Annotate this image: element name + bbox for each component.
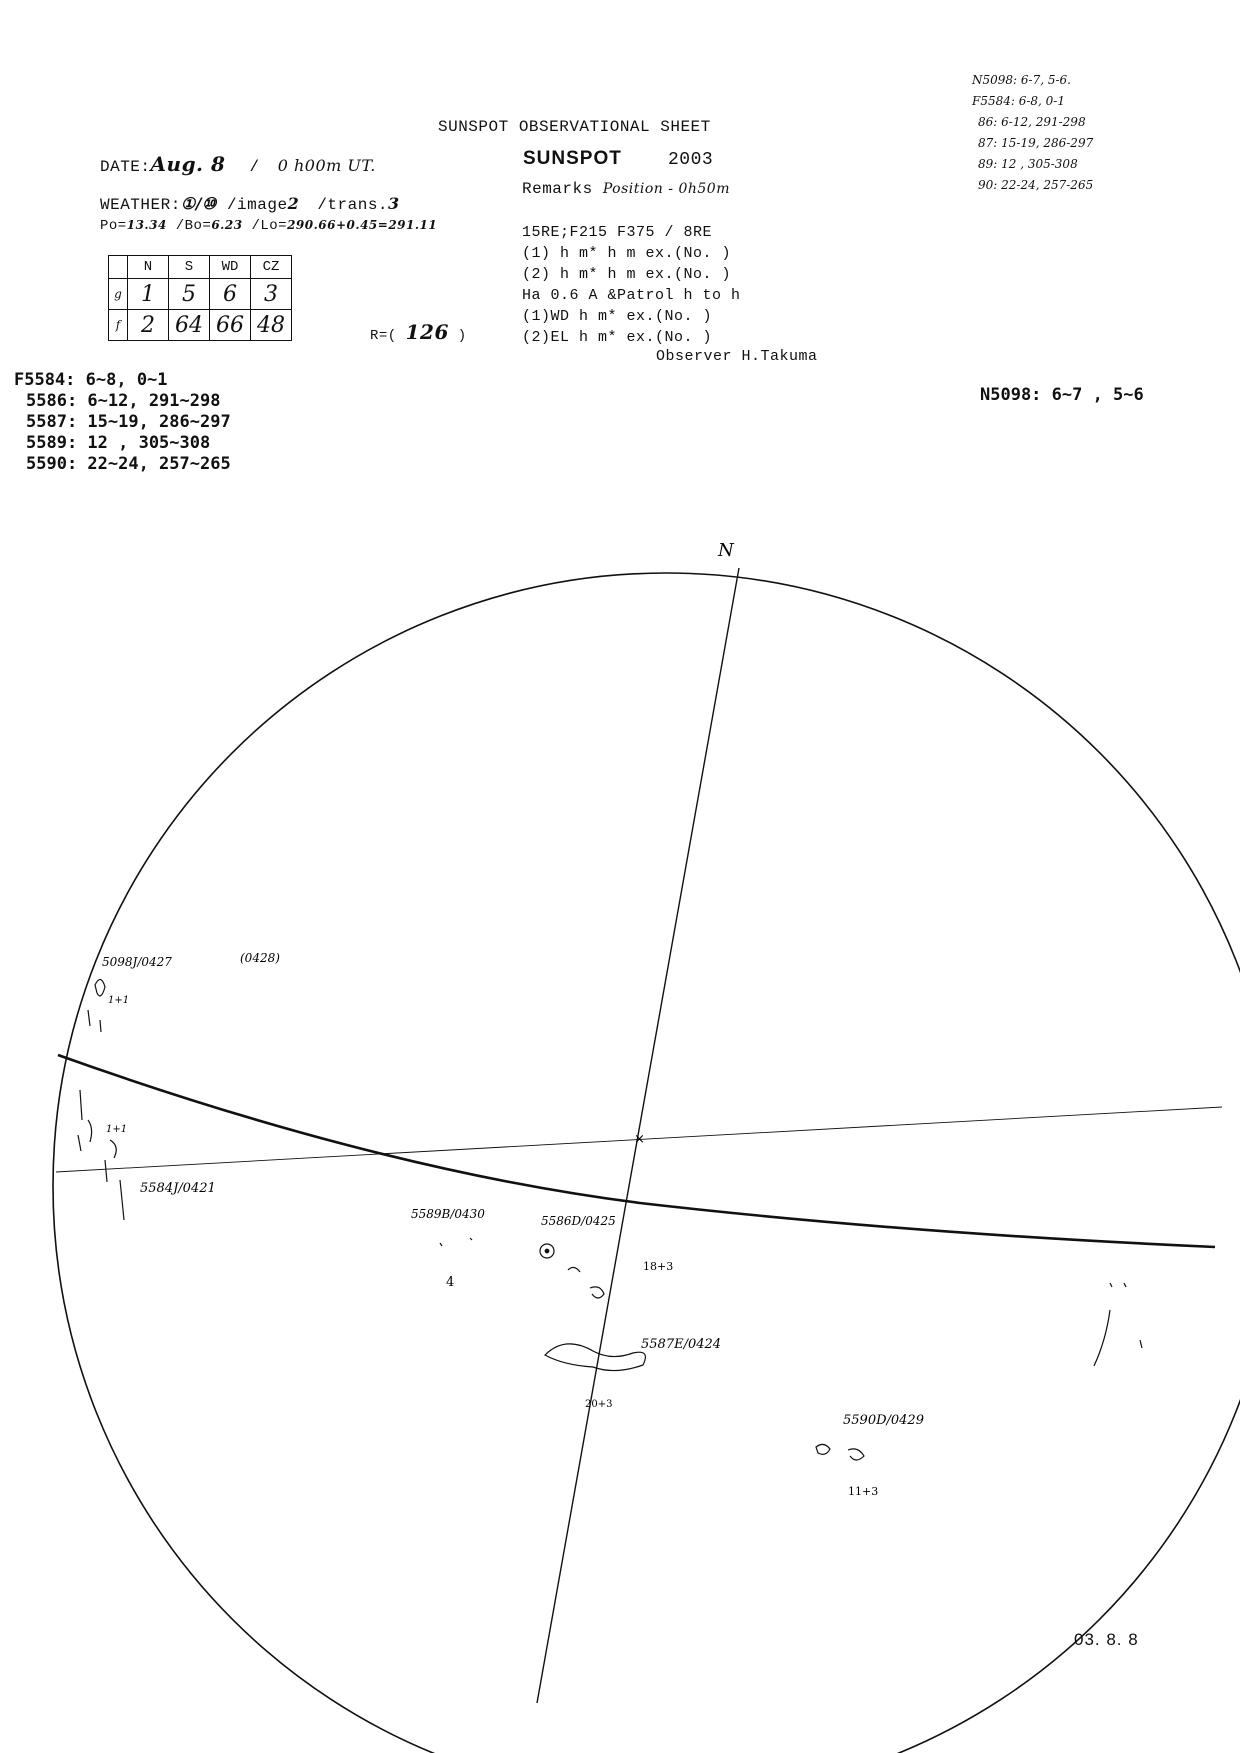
right-note-large: N5098: 6~7 , 5~6: [980, 385, 1144, 405]
row-label-g: g: [109, 279, 128, 310]
group-5590-label: 5590D/0429: [843, 1413, 924, 1428]
spots-5589: [440, 1238, 472, 1246]
r-close: ): [457, 328, 467, 344]
spots-5586-core: [545, 1249, 549, 1253]
time-value: 0 h00m UT.: [277, 156, 376, 175]
trans-label: /trans.: [317, 196, 389, 214]
group-5587-count: 20+3: [585, 1399, 613, 1410]
spots-5098: [88, 979, 105, 1032]
solar-equator-curve: [58, 1055, 1215, 1247]
remarks-line-6: (2)EL h m* ex.(No. ): [522, 329, 713, 346]
spots-5586-trail: [568, 1267, 604, 1298]
north-label: N: [718, 540, 734, 561]
lo-label: /Lo=: [251, 218, 288, 234]
group-5590-count: 11+3: [848, 1485, 879, 1498]
spots-east-limb: [1094, 1283, 1142, 1366]
po-label: Po=: [100, 218, 127, 234]
observer: Observer H.Takuma: [656, 348, 818, 365]
cell-g-s: 5: [169, 279, 210, 310]
cell-g-n: 1: [128, 279, 169, 310]
weather-label: WEATHER:: [100, 196, 181, 214]
group-5589-label: 5589B/0430: [411, 1207, 485, 1221]
image-label: /image: [226, 196, 288, 214]
remarks-line-5: (1)WD h m* ex.(No. ): [522, 308, 713, 325]
cell-g-cz: 3: [251, 279, 292, 310]
cell-f-cz: 48: [251, 310, 292, 341]
remarks-line-3: (2) h m* h m ex.(No. ): [522, 266, 732, 283]
sunspot-logo: SUNSPOT: [523, 148, 622, 169]
remarks-label: Remarks: [522, 180, 593, 198]
group-5584-count: 1+1: [106, 1124, 128, 1135]
lo-value: 290.66+0.45=291.11: [287, 218, 438, 232]
cell-f-s: 64: [169, 310, 210, 341]
group-5589-count: 4: [446, 1275, 455, 1290]
left-note-1: F5584: 6~8, 0~1: [14, 370, 168, 390]
row-label-f: f: [109, 310, 128, 341]
right-note-3: 86: 6-12, 291-298: [978, 115, 1086, 129]
col-header-s: S: [169, 256, 210, 279]
left-note-2: 5586: 6~12, 291~298: [26, 391, 221, 411]
bo-label: /Bo=: [175, 218, 212, 234]
col-header-n: N: [128, 256, 169, 279]
right-note-4: 87: 15-19, 286-297: [978, 136, 1094, 150]
col-header-wd: WD: [210, 256, 251, 279]
po-value: 13.34: [126, 218, 167, 232]
r-value: 126: [405, 320, 449, 344]
left-note-3: 5587: 15~19, 286~297: [26, 412, 231, 432]
solar-disk-outline: [53, 573, 1240, 1753]
right-note-2: F5584: 6-8, 0-1: [972, 94, 1065, 108]
group-5586-label: 5586D/0425: [541, 1214, 616, 1228]
remarks-line-2: (1) h m* h m ex.(No. ): [522, 245, 732, 262]
spots-5584: [78, 1090, 124, 1220]
spots-5587: [545, 1344, 645, 1371]
year: 2003: [668, 150, 714, 170]
date-label: DATE:: [100, 158, 151, 176]
group-5586-count: 18+3: [643, 1260, 674, 1273]
remarks-line-4: Ha 0.6 A &Patrol h to h: [522, 287, 741, 304]
right-note-5: 89: 12 , 305-308: [978, 157, 1078, 171]
r-label: R=(: [370, 328, 397, 344]
left-note-4: 5589: 12 , 305~308: [26, 433, 211, 453]
right-note-6: 90: 22-24, 257-265: [978, 178, 1094, 192]
cell-g-wd: 6: [210, 279, 251, 310]
date-sep: /: [249, 158, 260, 176]
group-5098-count: 1+1: [108, 995, 130, 1006]
center-mark: ×: [634, 1132, 645, 1147]
trans-value: 3: [388, 194, 400, 213]
image-value: 2: [287, 194, 300, 213]
remarks-line-1: 15RE;F215 F375 / 8RE: [522, 224, 713, 241]
group-5587-label: 5587E/0424: [641, 1337, 722, 1352]
spots-5590: [816, 1444, 864, 1460]
footer-date: 03. 8. 8: [1074, 1630, 1139, 1649]
group-5098-label: 5098J/0427: [102, 955, 172, 969]
remarks-note: Position - 0h50m: [602, 181, 730, 197]
left-note-5: 5590: 22~24, 257~265: [26, 454, 231, 474]
bo-value: 6.23: [211, 218, 243, 232]
date-value: Aug. 8: [150, 152, 226, 176]
col-header-cz: CZ: [251, 256, 292, 279]
group-5098-extra: (0428): [240, 951, 280, 965]
cell-f-n: 2: [128, 310, 169, 341]
sheet-title: SUNSPOT OBSERVATIONAL SHEET: [438, 118, 711, 136]
cell-f-wd: 66: [210, 310, 251, 341]
group-5584-label: 5584J/0421: [140, 1181, 216, 1196]
weather-value: ①/⑩: [180, 194, 217, 213]
right-note-1: N5098: 6-7, 5-6.: [972, 73, 1071, 87]
